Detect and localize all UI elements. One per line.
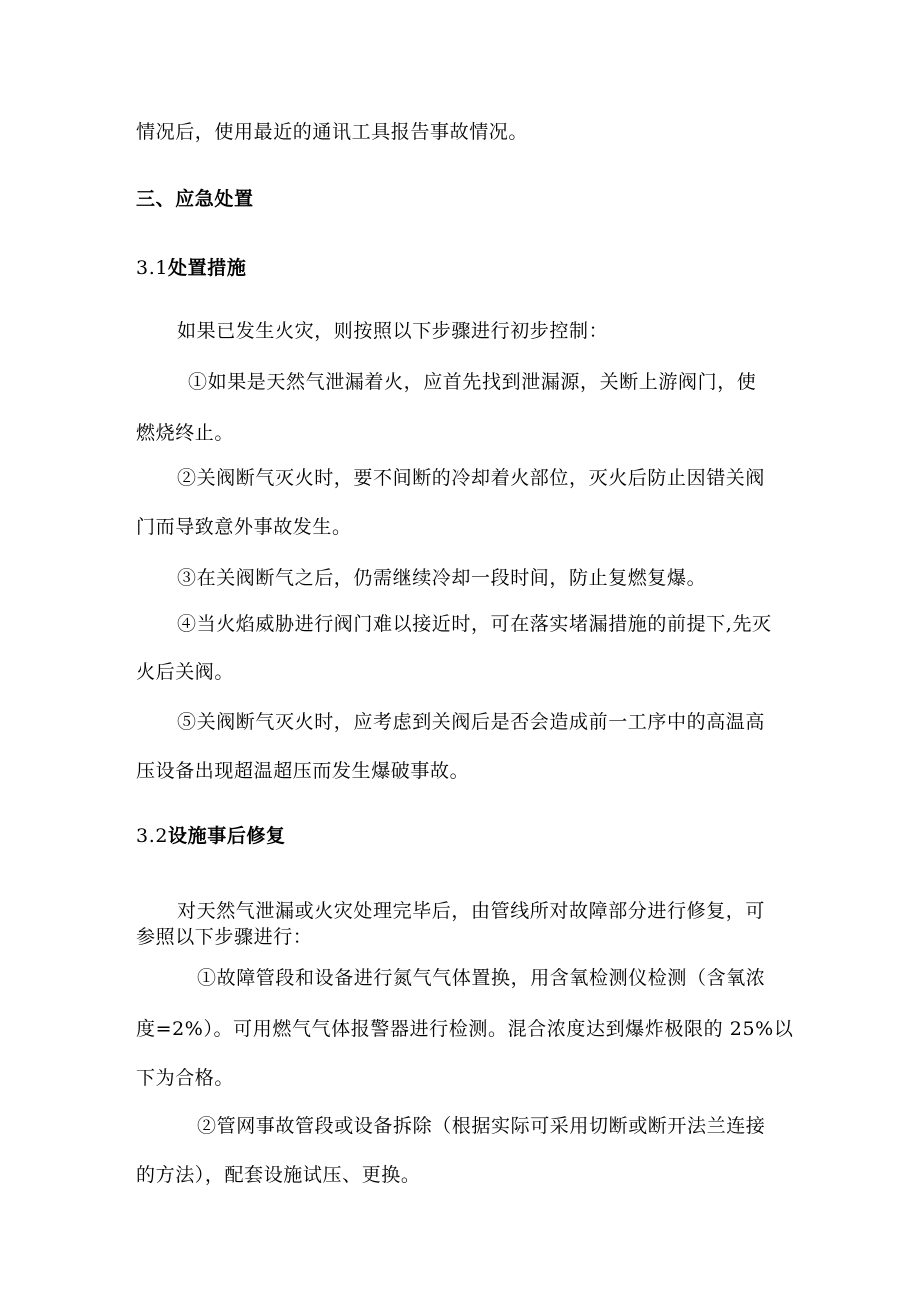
list-item-line: 门而导致意外事故发生。 (136, 516, 352, 538)
paragraph-line: 对天然气泄漏或火灾处理完毕后，由管线所对故障部分进行修复，可 (177, 900, 766, 922)
list-item-line: 下为合格。 (136, 1067, 235, 1089)
list-item-line: 燃烧终止。 (136, 422, 235, 444)
subsection-title: 设施事后修复 (168, 825, 286, 847)
list-item-line: 压设备出现超温超压而发生爆破事故。 (136, 760, 470, 782)
list-item-line: 度=2%）。可用燃气气体报警器进行检测。混合浓度达到爆炸极限的 25%以 (136, 1018, 794, 1040)
list-item-line: 火后关阀。 (136, 661, 235, 683)
list-item-line: ②关阀断气灭火时，要不间断的冷却着火部位，灭火后防止因错关阀 (177, 467, 766, 489)
list-item-line: ①如果是天然气泄漏着火，应首先找到泄漏源，关断上游阀门，使 (188, 371, 757, 393)
paragraph-line: 如果已发生火灾，则按照以下步骤进行初步控制： (177, 320, 609, 342)
paragraph-line: 参照以下步骤进行： (136, 926, 313, 948)
section-heading: 三、应急处置 (136, 188, 254, 210)
list-item-line: ②管网事故管段或设备拆除（根据实际可采用切断或断开法兰连接 (197, 1115, 766, 1137)
subsection-heading (136, 256, 246, 280)
subsection-heading (136, 824, 286, 848)
list-item-line: ③在关阀断气之后，仍需继续冷却一段时间，防止复燃复爆。 (177, 567, 707, 589)
paragraph-line: 情况后，使用最近的通讯工具报告事故情况。 (136, 121, 529, 143)
list-item-line: ④当火焰威胁进行阀门难以接近时，可在落实堵漏措施的前提下,先灭 (177, 613, 772, 635)
subsection-number: 3.2 (136, 825, 169, 847)
subsection-number: 3.1 (136, 257, 169, 279)
list-item-line: ⑤关阀断气灭火时，应考虑到关阀后是否会造成前一工序中的高温高 (177, 711, 766, 733)
list-item-line: ①故障管段和设备进行氮气气体置换，用含氧检测仪检测（含氧浓 (197, 967, 766, 989)
subsection-title: 处置措施 (168, 257, 247, 279)
list-item-line: 的方法），配套设施试压、更换。 (136, 1164, 421, 1186)
